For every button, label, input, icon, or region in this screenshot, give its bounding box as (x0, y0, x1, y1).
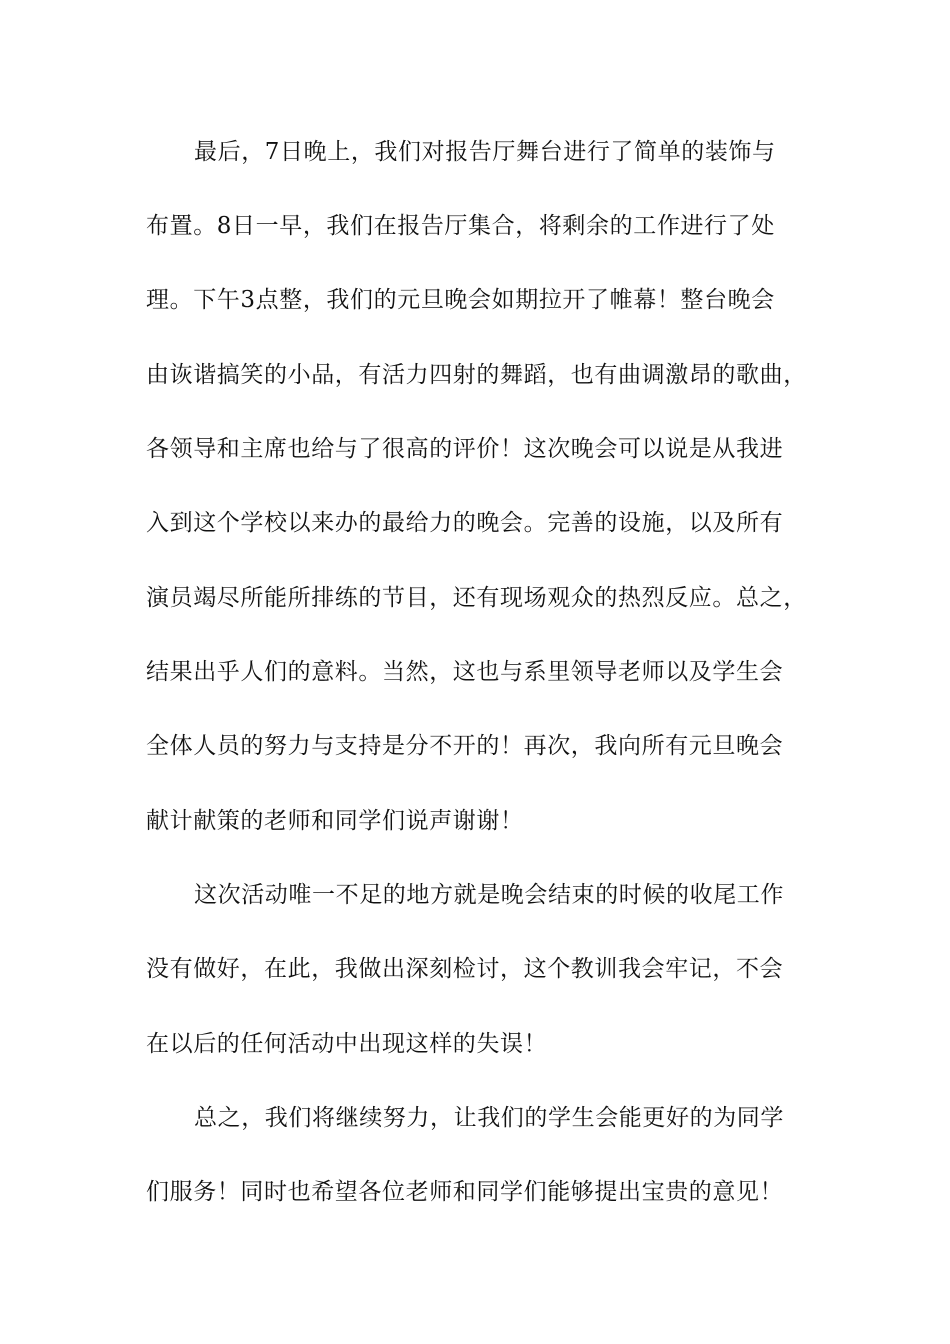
paragraph-1-line-9: 全体人员的努力与支持是分不开的！再次，我向所有元旦晚会 (146, 733, 784, 759)
paragraph-3-line-1: 总之，我们将继续努力，让我们的学生会能更好的为同学 (194, 1105, 784, 1131)
paragraph-1-line-7: 演员竭尽所能所排练的节目，还有现场观众的热烈反应。总之， (146, 585, 807, 611)
paragraph-1-line-6: 入到这个学校以来办的最给力的晚会。完善的设施，以及所有 (146, 510, 784, 536)
paragraph-1-line-5: 各领导和主席也给与了很高的评价！这次晚会可以说是从我进 (146, 436, 784, 462)
paragraph-2-line-1: 这次活动唯一不足的地方就是晚会结束的时候的收尾工作 (194, 882, 784, 908)
paragraph-1-line-1: 最后，7日晚上，我们对报告厅舞台进行了简单的装饰与 (194, 139, 776, 165)
paragraph-2-line-3: 在以后的任何活动中出现这样的失误！ (146, 1031, 548, 1057)
paragraph-1-line-2: 布置。8日一早，我们在报告厅集合，将剩余的工作进行了处 (146, 213, 775, 239)
paragraph-1-line-8: 结果出乎人们的意料。当然，这也与系里领导老师以及学生会 (146, 659, 784, 685)
paragraph-1-line-10: 献计献策的老师和同学们说声谢谢！ (146, 808, 524, 834)
paragraph-1-line-3: 理。下午3点整，我们的元旦晚会如期拉开了帷幕！整台晚会 (146, 287, 775, 313)
paragraph-3-line-2: 们服务！同时也希望各位老师和同学们能够提出宝贵的意见！ (146, 1179, 784, 1205)
paragraph-2-line-2: 没有做好，在此，我做出深刻检讨，这个教训我会牢记，不会 (146, 956, 784, 982)
paragraph-1-line-4: 由诙谐搞笑的小品，有活力四射的舞蹈，也有曲调激昂的歌曲， (146, 362, 807, 388)
